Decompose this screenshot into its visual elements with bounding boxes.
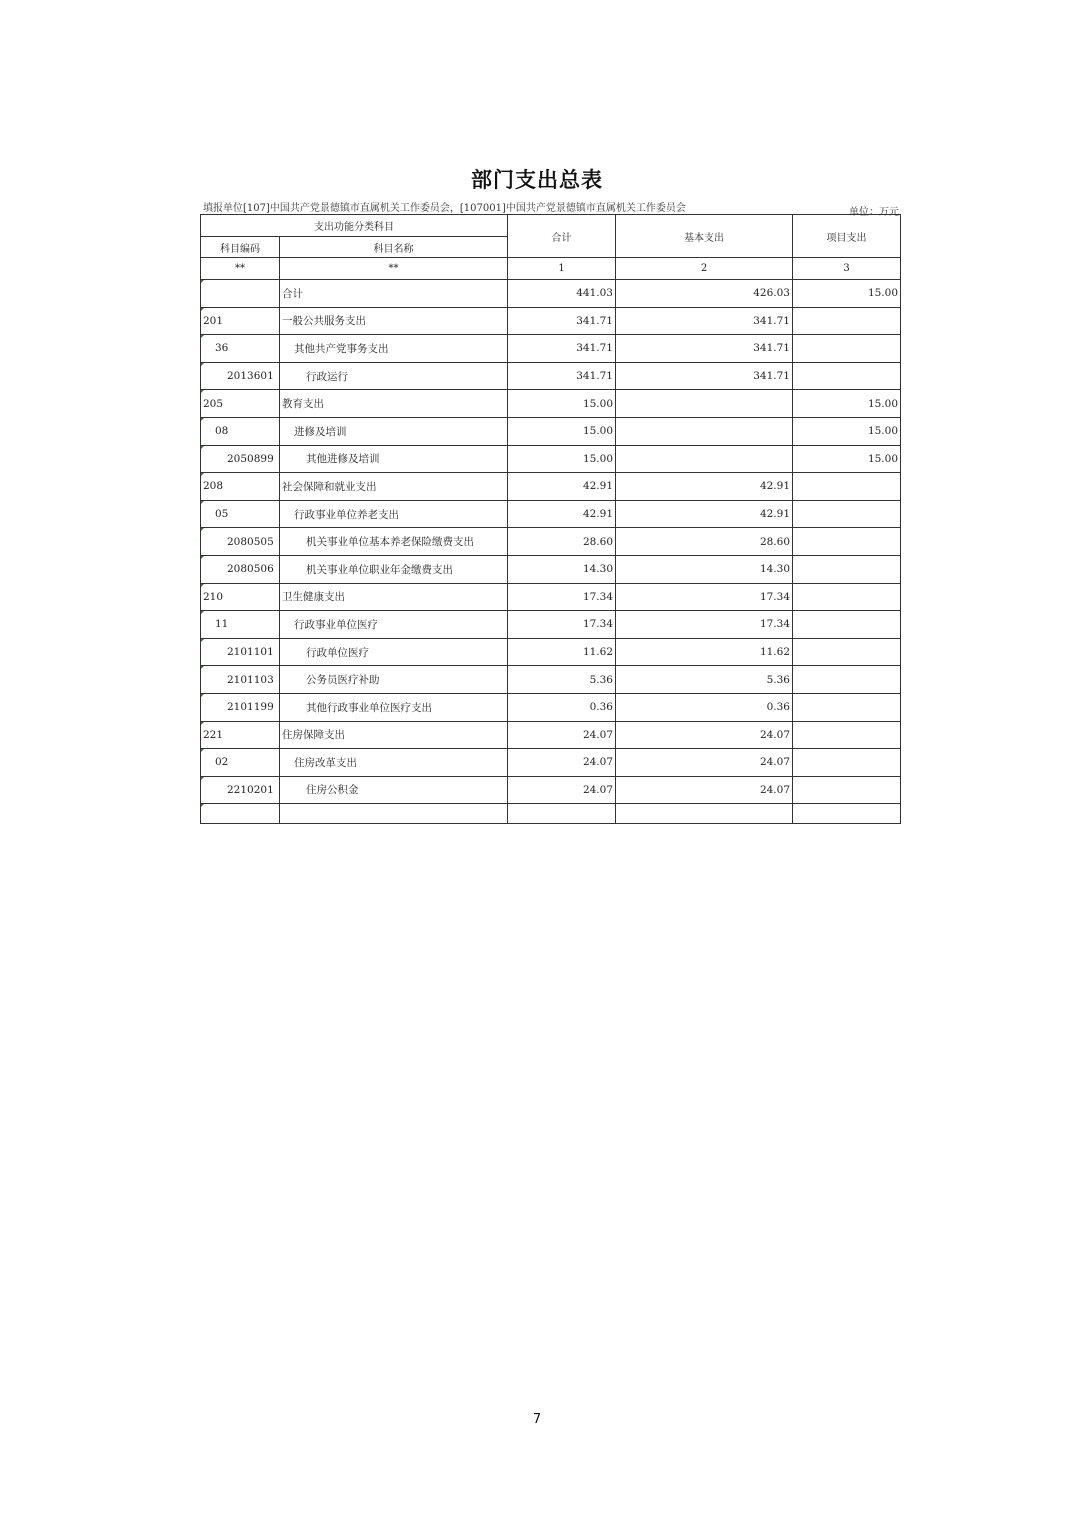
row-total: 28.60 (508, 528, 616, 556)
row-code: 2013601 (201, 362, 280, 390)
index-total: 1 (508, 258, 616, 280)
row-project (793, 776, 901, 804)
row-basic: 28.60 (616, 528, 793, 556)
row-project (793, 804, 901, 824)
table-row (201, 500, 901, 528)
row-name: 机关事业单位基本养老保险缴费支出 (280, 528, 508, 556)
row-basic: 14.30 (616, 555, 793, 583)
row-code: 08 (201, 417, 280, 445)
table-row (201, 776, 901, 804)
row-project: 15.00 (793, 390, 901, 418)
row-total: 15.00 (508, 417, 616, 445)
row-total: 14.30 (508, 555, 616, 583)
row-name: 其他共产党事务支出 (280, 335, 508, 363)
row-code: 2210201 (201, 776, 280, 804)
row-code: 210 (201, 583, 280, 611)
header-function-group: 支出功能分类科目 (201, 215, 508, 237)
row-basic (616, 390, 793, 418)
row-project (793, 500, 901, 528)
row-project: 15.00 (793, 417, 901, 445)
table-row (201, 721, 901, 749)
row-basic: 42.91 (616, 500, 793, 528)
row-basic: 11.62 (616, 638, 793, 666)
row-total: 24.07 (508, 749, 616, 777)
table-row (201, 280, 901, 308)
row-code (201, 280, 280, 308)
table-row (201, 666, 901, 694)
row-total: 5.36 (508, 666, 616, 694)
row-project (793, 528, 901, 556)
header-code: 科目编码 (201, 237, 280, 258)
row-name: 一般公共服务支出 (280, 307, 508, 335)
table-row (201, 362, 901, 390)
row-name: 进修及培训 (280, 417, 508, 445)
index-basic: 2 (616, 258, 793, 280)
table-row (201, 445, 901, 473)
row-total: 441.03 (508, 280, 616, 308)
row-code: 205 (201, 390, 280, 418)
row-project (793, 335, 901, 363)
row-code: 05 (201, 500, 280, 528)
row-basic: 0.36 (616, 693, 793, 721)
row-name: 机关事业单位职业年金缴费支出 (280, 555, 508, 583)
row-code: 36 (201, 335, 280, 363)
header-total: 合计 (508, 215, 616, 258)
row-name: 行政单位医疗 (280, 638, 508, 666)
row-name: 行政事业单位医疗 (280, 611, 508, 639)
row-basic: 24.07 (616, 776, 793, 804)
page-title: 部门支出总表 (471, 167, 603, 192)
row-total: 17.34 (508, 611, 616, 639)
row-name: 住房保障支出 (280, 721, 508, 749)
table-row (201, 335, 901, 363)
index-code: ** (201, 258, 280, 280)
row-code: 221 (201, 721, 280, 749)
row-basic: 17.34 (616, 583, 793, 611)
row-total: 42.91 (508, 473, 616, 501)
row-name: 行政运行 (280, 362, 508, 390)
row-basic: 426.03 (616, 280, 793, 308)
row-basic: 341.71 (616, 335, 793, 363)
row-basic: 341.71 (616, 362, 793, 390)
row-code: 2080505 (201, 528, 280, 556)
row-name: 社会保障和就业支出 (280, 473, 508, 501)
row-basic: 42.91 (616, 473, 793, 501)
row-total: 24.07 (508, 776, 616, 804)
row-total: 0.36 (508, 693, 616, 721)
row-total: 341.71 (508, 335, 616, 363)
row-basic: 17.34 (616, 611, 793, 639)
row-total (508, 804, 616, 824)
table-row (201, 390, 901, 418)
table-row (201, 804, 901, 824)
row-name: 合计 (280, 280, 508, 308)
row-total: 15.00 (508, 390, 616, 418)
row-total: 341.71 (508, 362, 616, 390)
row-code: 2101199 (201, 693, 280, 721)
table-row (201, 611, 901, 639)
row-name: 其他进修及培训 (280, 445, 508, 473)
row-project (793, 749, 901, 777)
row-code: 02 (201, 749, 280, 777)
row-project (793, 693, 901, 721)
row-project (793, 721, 901, 749)
row-project (793, 555, 901, 583)
table-row (201, 473, 901, 501)
row-code: 208 (201, 473, 280, 501)
row-name: 教育支出 (280, 390, 508, 418)
row-basic (616, 417, 793, 445)
table-row (201, 555, 901, 583)
row-project (793, 362, 901, 390)
row-name: 其他行政事业单位医疗支出 (280, 693, 508, 721)
row-basic (616, 445, 793, 473)
row-total: 42.91 (508, 500, 616, 528)
row-total: 24.07 (508, 721, 616, 749)
row-total: 11.62 (508, 638, 616, 666)
row-code: 11 (201, 611, 280, 639)
table-row (201, 638, 901, 666)
table-row (201, 417, 901, 445)
row-project (793, 473, 901, 501)
index-name: ** (280, 258, 508, 280)
row-project (793, 307, 901, 335)
row-basic: 24.07 (616, 721, 793, 749)
row-basic (616, 804, 793, 824)
row-code: 2101103 (201, 666, 280, 694)
table-row (201, 528, 901, 556)
header-project: 项目支出 (793, 215, 901, 258)
row-project (793, 611, 901, 639)
row-project (793, 583, 901, 611)
row-total: 15.00 (508, 445, 616, 473)
table-row (201, 583, 901, 611)
table-row (201, 749, 901, 777)
expenditure-table (200, 214, 901, 824)
row-total: 341.71 (508, 307, 616, 335)
currency-unit: 单位：万元 (849, 207, 899, 218)
row-basic: 5.36 (616, 666, 793, 694)
row-name: 公务员医疗补助 (280, 666, 508, 694)
row-code: 2101101 (201, 638, 280, 666)
row-code (201, 804, 280, 824)
row-name (280, 804, 508, 824)
table-row (201, 307, 901, 335)
page-number: 7 (532, 1412, 542, 1427)
reporting-unit: 填报单位[107]中国共产党景德镇市直属机关工作委员会，[107001]中国共产党景德镇市直属机关工作委员会 (203, 203, 686, 214)
row-name: 行政事业单位养老支出 (280, 500, 508, 528)
table-row (201, 693, 901, 721)
row-total: 17.34 (508, 583, 616, 611)
row-name: 卫生健康支出 (280, 583, 508, 611)
row-code: 201 (201, 307, 280, 335)
row-project: 15.00 (793, 280, 901, 308)
row-project: 15.00 (793, 445, 901, 473)
header-name: 科目名称 (280, 237, 508, 258)
row-project (793, 666, 901, 694)
row-basic: 24.07 (616, 749, 793, 777)
row-code: 2080506 (201, 555, 280, 583)
row-project (793, 638, 901, 666)
row-name: 住房公积金 (280, 776, 508, 804)
report-meta (203, 197, 899, 218)
row-code: 2050899 (201, 445, 280, 473)
header-basic: 基本支出 (616, 215, 793, 258)
index-project: 3 (793, 258, 901, 280)
row-basic: 341.71 (616, 307, 793, 335)
row-name: 住房改革支出 (280, 749, 508, 777)
